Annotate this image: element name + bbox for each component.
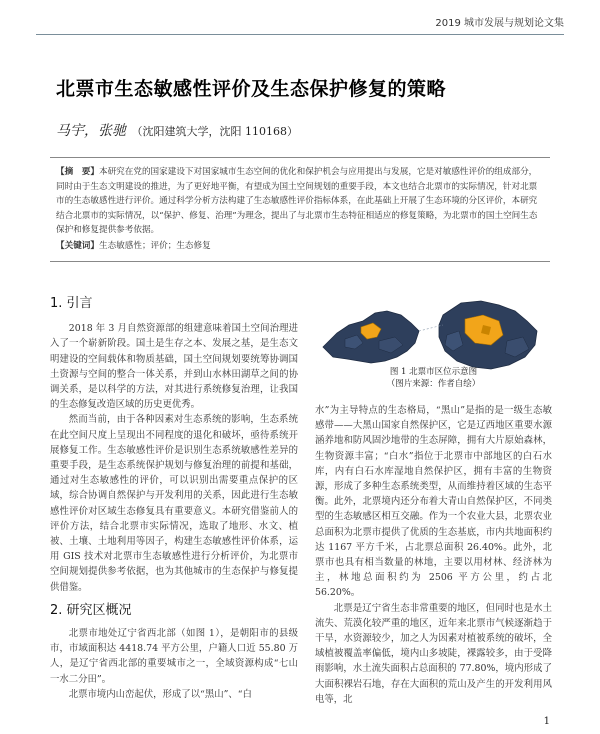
keywords-label: 【关键词】 [56, 240, 99, 251]
right-column [315, 403, 552, 707]
author-names: 马宇，张驰 [56, 123, 126, 139]
abstract-box [50, 157, 550, 262]
author-line [56, 120, 298, 140]
keywords [56, 239, 544, 254]
abstract-text: 本研究在党的国家建设下对国家城市生态空间的优化和保护机会与应用提出与发展，它是对敏感性评价的组成部分，同时由于生态文明建设的推进，为了更好地平衡，有望成为国土空间规划的重要手段，本文也结合北票市的实际情况，针对北票市的生态敏感性进行评价。通过科学分析方法构建了生态敏感性评价指标体系，在此基础上开展了生态环境的分区评价，本研究结合北票市的实际情况，以“保护、修复、治理”为理念，提出了与北票市生态特征相适应的修复策略，为北票市的国土空间生态保护和修复提供参考依据。 [56, 167, 538, 236]
section-heading-introduction: 1. 引言 [50, 296, 93, 311]
page-header [36, 14, 564, 34]
figure-caption-source: （图片来源：作者自绘） [386, 379, 481, 389]
paragraph: 北票是辽宁省生态非常重要的地区，但同时也是水土流失、荒漠化较严重的地区，近年来北票市气候逐渐趋于干旱，水资源较少，加之人为因素对植被系统的破坏，全域植被覆盖率偏低，境内山多坡陡，裸露较多，由于受降雨影响，水土流失面积占总面积的 77.80%，境内形成了大面积裸岩石地，存在大面积的荒山及产生的开发利用风电等，北 [315, 602, 552, 705]
section-heading-study-area: 2. 研究区概况 [50, 602, 132, 618]
paragraph: 2018 年 3 月自然资源部的组建意味着国土空间治理进入了一个崭新阶段。国土是生存之本、发展之基，是生态文明建设的空间载体和物质基础，国土空间规划要统筹协调国土资源与空间的整合一体关系，并到山水林田湖草之间的协调关系，是以科学的方法，对其进行系统修复治理，让我国的生态修复改造区域的历史更优秀。 [50, 323, 298, 411]
paragraph: 北票市境内山峦起伏，形成了以“黑山”、“白 [68, 688, 252, 700]
figure-caption-title: 图 1 北票市区位示意图 [389, 367, 478, 377]
paper-title: 北票市生态敏感性评价及生态保护修复的策略 [56, 78, 447, 100]
keywords-text: 生态敏感性；评价；生态修复 [98, 240, 211, 251]
page-number: 1 [543, 716, 550, 727]
figure-caption [315, 366, 552, 390]
paragraph: 然而当前，由于各种因素对生态系统的影响，生态系统在此空间尺度上呈现出不同程度的退化和破坏，亟待系统开展修复工作。生态敏感性评价是识别生态系统敏感性差异的重要手段，是生态系统保护规划与修复治理的前提和基础，通过对生态敏感性的评价，可以识别出需要重点保护的区域，综合协调自然保护与开发利用的关系，因此进行生态敏感性评价对区域生态修复具有重要意义。本研究借鉴前人的评价方法，结合北票市实际情况，选取了地形、水文、植被、土壤、土地利用等因子，构建生态敏感性评价体系，运用 GIS 技术对北票市生态敏感性进行分析评价，为北票市空间规划提供参考依据，也为其他城市的生态保护与修复提供借鉴。 [50, 414, 298, 593]
beipiao-city-map [439, 301, 537, 369]
liaoning-province-map [323, 311, 419, 363]
header-rule [36, 34, 564, 35]
paragraph: 北票市地处辽宁省西北部（如图 1），是朝阳市的县级市，市域面积达 4418.74 平方公里，户籍人口近 55.80 万人，是辽宁省西北部的重要城市之一，全域资源构成“七山一水二分田”。 [50, 628, 298, 685]
left-column [50, 296, 298, 702]
abstract [56, 165, 544, 238]
journal-title: 2019 城市发展与规划论文集 [435, 18, 564, 29]
abstract-label: 【摘 要】 [56, 167, 99, 177]
paragraph: 水”为主导特点的生态格局，“黑山”是指的是一级生态敏感带——大黑山国家自然保护区，它是辽西地区重要水源涵养地和防风固沙地带的生态屏障，拥有大片原始森林，生物资源丰富；“白水”指位于北票市中部地区的白石水库，内有白石水库湿地自然保护区，拥有丰富的生物资源，形成了多种生态系统类型，从而维持着区域的生态平衡。此外，北票境内还分布着大青山自然保护区，不同类型的生态敏感区相互交融。作为一个农业大县，北票农业总面积为北票市提供了优质的生态基底，市内共地面积约达 1167 平方千米，占北票总面积 26.40%。此外，北票市也具有相当数量的林地，主要以用材林、经济林为主，林地总面积约为 2506 平方公里，约占北 56.20%。 [315, 405, 552, 599]
author-affiliation: （沈阳建筑大学，沈阳 110168） [131, 125, 298, 138]
